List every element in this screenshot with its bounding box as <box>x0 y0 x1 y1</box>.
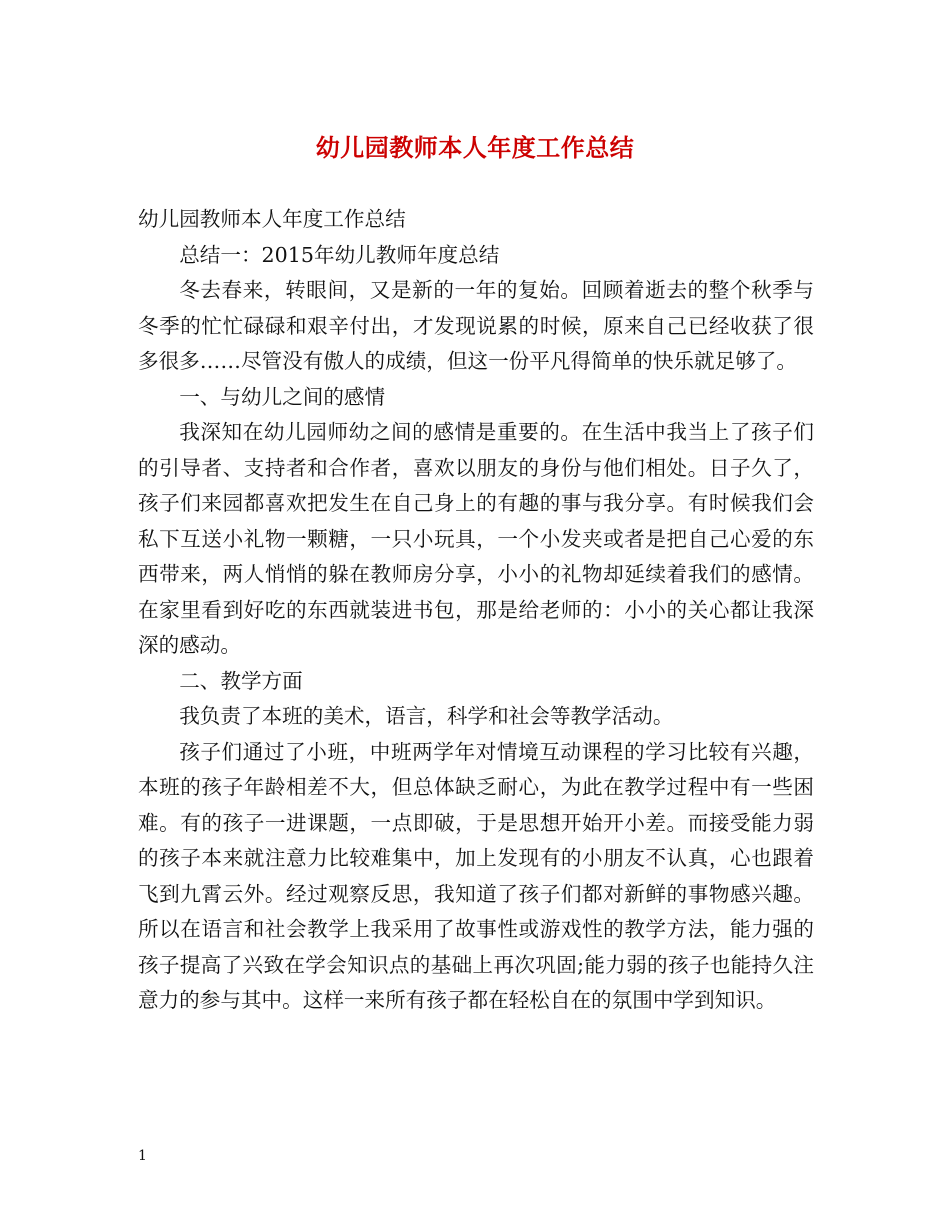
paragraph-heading: 幼儿园教师本人年度工作总结 <box>138 207 406 231</box>
document-title: 幼儿园教师本人年度工作总结 <box>315 133 635 162</box>
paragraph-subtitle: 总结一：2015年幼儿教师年度总结 <box>179 242 500 267</box>
paragraph-teaching-method: 孩子们通过了小班，中班两学年对情境互动课程的学习比较有兴趣，本班的孩子年龄相差不大，但总体缺乏耐心，为此在教学过程中有一些困难。有的孩子一进课题，一点即破，于是思想开始开小差。而接受能力弱的孩子本来就注意力比较难集中，加上发现有的小朋友不认真，心也跟着飞到九霄云外。经过观察反思，我知道了孩子们都对新鲜的事物感兴趣。所以在语言和社会教学上我采用了故事性或游戏性的教学方法，能力强的孩子提高了兴致在学会知识点的基础上再次巩固;能力弱的孩子也能持久注意力的参与其中。这样一来所有孩子都在轻松自在的氛围中学到知识。 <box>138 739 814 1012</box>
paragraph-relationship: 我深知在幼儿园师幼之间的感情是重要的。在生活中我当上了孩子们的引导者、支持者和合作者，喜欢以朋友的身份与他们相处。日子久了，孩子们来园都喜欢把发生在自己身上的有趣的事与我分享。有时候我们会私下互送小礼物一颗糖，一只小玩具，一个小发夹或者是把自己心爱的东西带来，两人悄悄的躲在教师房分享，小小的礼物却延续着我们的感情。在家里看到好吃的东西就装进书包，那是给老师的：小小的关心都让我深深的感动。 <box>138 420 814 657</box>
page-number: 1 <box>138 1148 147 1164</box>
paragraph-teaching-scope: 我负责了本班的美术，语言，科学和社会等教学活动。 <box>179 704 674 728</box>
document-body <box>138 202 814 1019</box>
section-heading-2: 二、教学方面 <box>179 668 303 693</box>
section-heading-1: 一、与幼儿之间的感情 <box>179 384 386 409</box>
paragraph-intro: 冬去春来，转眼间，又是新的一年的复始。回顾着逝去的整个秋季与冬季的忙忙碌碌和艰辛付出，才发现说累的时候，原来自己已经收获了很多很多……尽管没有傲人的成绩，但这一份平凡得简单的快乐就足够了。 <box>138 278 814 373</box>
